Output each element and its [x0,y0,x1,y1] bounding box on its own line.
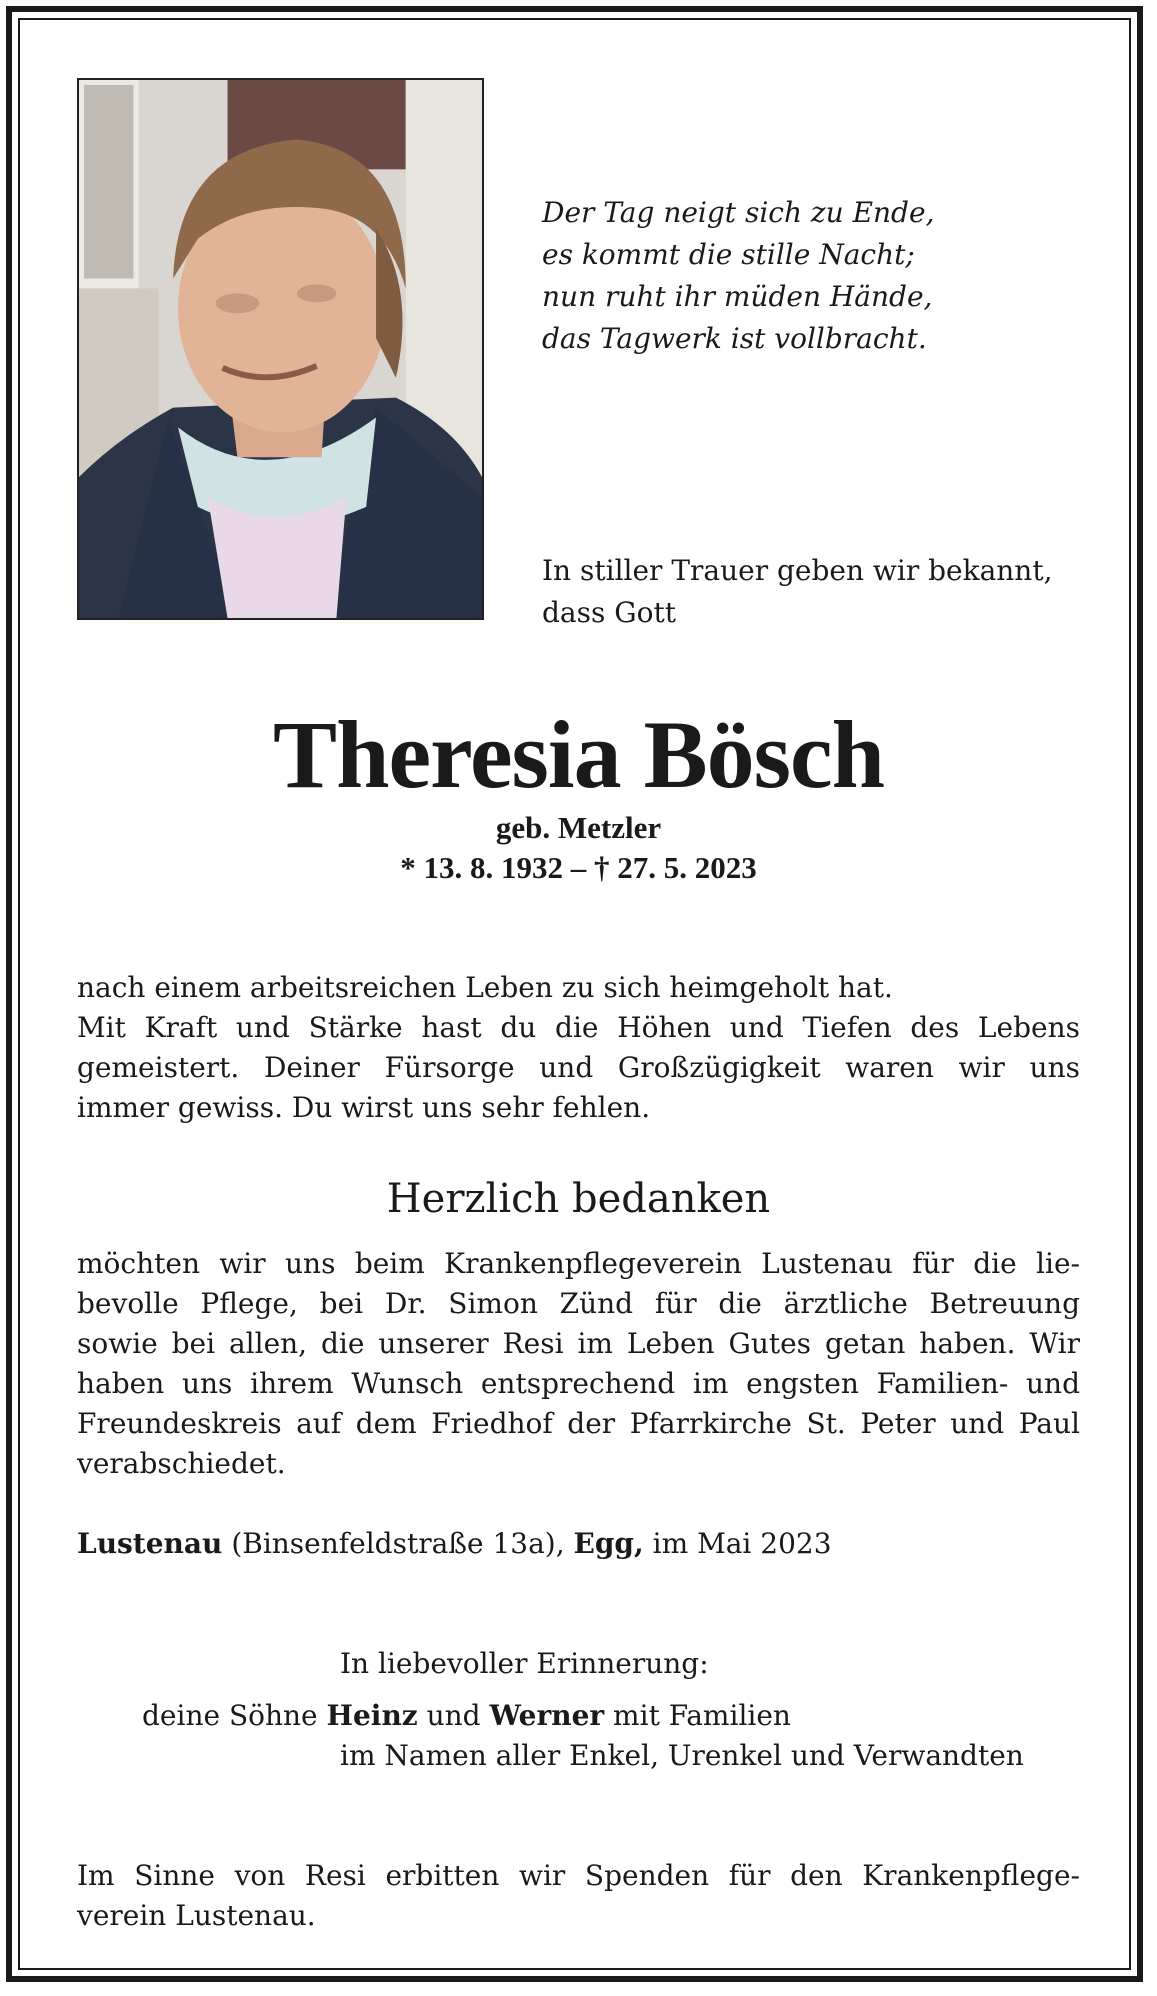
donation-note [77,1856,1080,1936]
poem-line: Der Tag neigt sich zu Ende, [542,196,935,229]
sons-prefix: deine Söhne [142,1699,327,1732]
poem [542,192,1042,360]
town-lustenau: Lustenau [77,1527,223,1560]
poem-line: es kommt die stille Nacht; [542,238,915,271]
son-name: Heinz [326,1699,418,1732]
memory-heading: In liebevoller Erinnerung: [340,1647,709,1680]
sons-suffix: mit Familien [604,1699,791,1732]
date: im Mai 2023 [643,1527,832,1560]
paragraph-line: Freundeskreis auf dem Friedhof der Pfarrkirche St. Peter und Paul [77,1407,1080,1440]
deceased-name: Theresia Bösch [273,701,884,808]
thanks-paragraph [77,1244,1080,1484]
paragraph-line: gemeistert. Deiner Fürsorge und Großzügigkeit waren wir uns [77,1051,1080,1084]
paragraph-line: haben uns ihrem Wunsch entsprechend im engsten Familien- und [77,1367,1080,1400]
paragraph-line: nach einem arbeitsreichen Leben zu sich heimgeholt hat. [77,971,893,1004]
place-and-date [77,1524,832,1564]
paragraph-line: verabschiedet. [77,1447,286,1480]
town-egg: Egg, [573,1527,644,1560]
paragraph-line: sowie bei allen, die unserer Resi im Leben Gutes getan haben. Wir [77,1327,1080,1360]
paragraph-line: immer gewiss. Du wirst uns sehr fehlen. [77,1091,651,1124]
tribute-paragraph [77,968,1080,1128]
maiden-name: geb. Metzler [495,810,662,845]
paragraph-line: Mit Kraft und Stärke hast du die Höhen und Tiefen des Lebens [77,1011,1080,1044]
poem-line: das Tagwerk ist vollbracht. [542,322,927,355]
intro-line: In stiller Trauer geben wir bekannt, [542,554,1053,587]
conjunction: und [417,1699,490,1732]
announcement-intro [542,550,1102,634]
poem-line: nun ruht ihr müden Hände, [542,280,933,313]
paragraph-line: möchten wir uns beim Krankenpflegeverein Lustenau für die lie- [77,1247,1080,1280]
intro-line: dass Gott [542,596,676,629]
donation-line: Im Sinne von Resi erbitten wir Spenden für den Krankenpflege- [77,1859,1080,1892]
thanks-heading: Herzlich bedanken [386,1176,771,1222]
mourners-relatives: im Namen aller Enkel, Urenkel und Verwandten [340,1739,1024,1772]
son-name: Werner [489,1699,605,1732]
mourners-sons [142,1696,791,1736]
address: (Binsenfeldstraße 13a), [222,1527,574,1560]
donation-line: verein Lustenau. [77,1899,316,1932]
paragraph-line: bevolle Pflege, bei Dr. Simon Zünd für die ärztliche Betreuung [77,1287,1080,1320]
portrait-photo [77,78,484,620]
life-dates: * 13. 8. 1932 – † 27. 5. 2023 [400,850,757,885]
